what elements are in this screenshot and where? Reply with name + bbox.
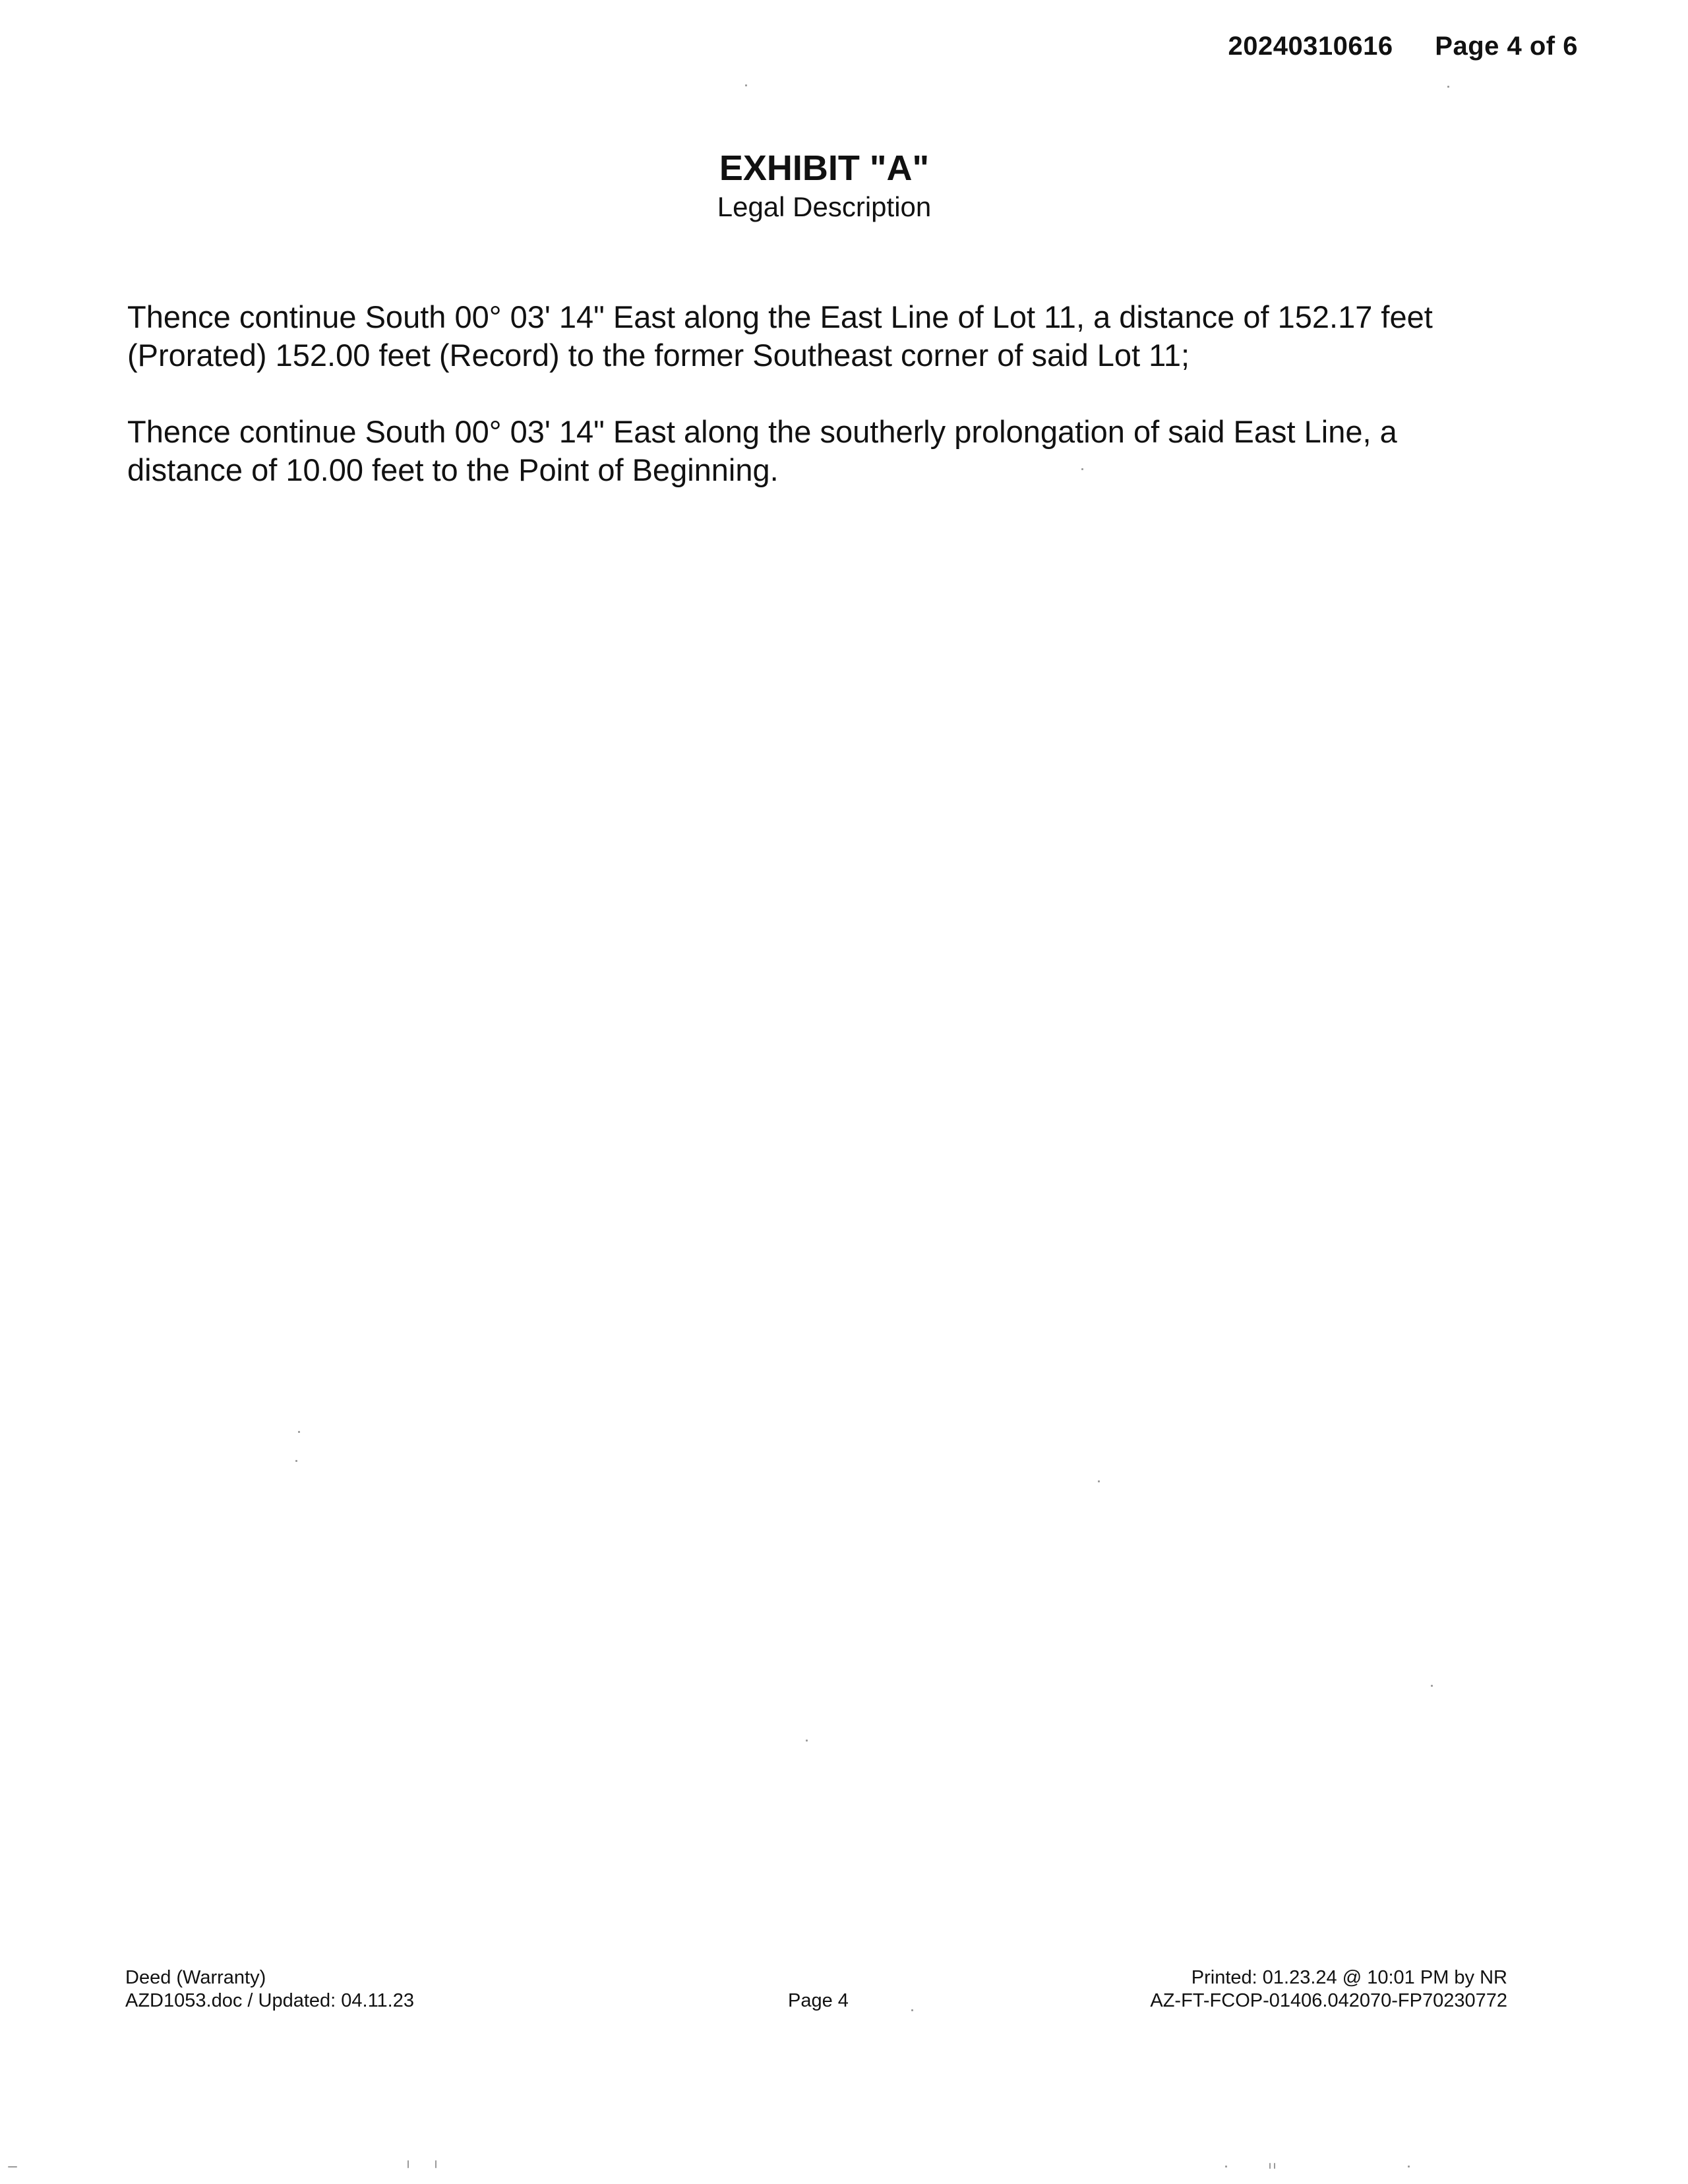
recording-header: [1228, 32, 1578, 61]
footer-form-info: [125, 1966, 414, 2013]
scan-speck: [1274, 2163, 1275, 2169]
scan-speck: [407, 2160, 409, 2168]
legal-description-body: [127, 298, 1519, 528]
footer-printed-stamp: Printed: 01.23.24 @ 10:01 PM by NR: [1191, 1967, 1507, 1988]
scan-speck: [745, 84, 747, 86]
footer-form-file: AZD1053.doc / Updated: 04.11.23: [125, 1990, 414, 2011]
footer-form-name: Deed (Warranty): [125, 1967, 266, 1988]
legal-description-paragraph: Thence continue South 00° 03' 14" East along the southerly prolongation of said East Line, a distance of 10.00 feet to the Point of Beginning.: [127, 414, 1397, 487]
scan-speck: [1081, 468, 1083, 470]
page-count-label: Page 4 of 6: [1435, 32, 1578, 61]
scan-speck: [1431, 1685, 1433, 1687]
scan-speck: [298, 1431, 300, 1433]
scan-speck: [911, 2009, 913, 2011]
scan-speck: [1269, 2163, 1271, 2169]
scan-speck: [1447, 86, 1449, 88]
scan-speck: [806, 1740, 808, 1742]
legal-description-paragraph: Thence continue South 00° 03' 14" East along the East Line of Lot 11, a distance of 152.17 feet (Prorated) 152.00 feet (Record) to the former Southeast corner of said Lot 11;: [127, 299, 1433, 373]
exhibit-subtitle: Legal Description: [717, 191, 932, 222]
scan-speck: [1098, 1480, 1100, 1482]
scan-speck: [1225, 2166, 1227, 2168]
scan-speck: [435, 2160, 437, 2168]
scan-speck: [295, 1460, 297, 1462]
footer-file-reference: AZ-FT-FCOP-01406.042070-FP70230772: [1150, 1990, 1507, 2011]
footer-print-info: [1150, 1966, 1507, 2013]
document-number: 20240310616: [1228, 32, 1393, 61]
exhibit-title: EXHIBIT "A": [719, 148, 930, 188]
footer-page-number: Page 4: [788, 1990, 849, 2011]
scan-speck: [8, 2166, 17, 2168]
exhibit-heading: [0, 148, 1648, 224]
scan-speck: [1408, 2166, 1410, 2168]
